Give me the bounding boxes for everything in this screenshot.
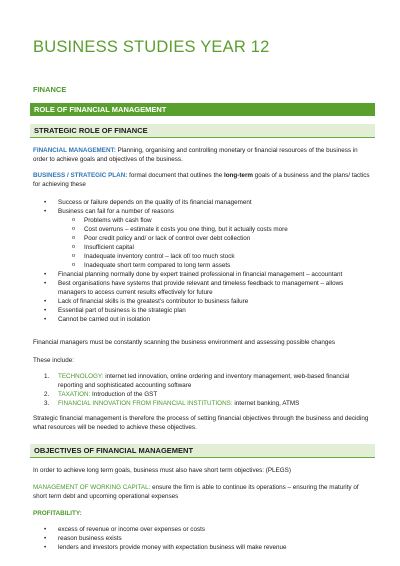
subsection-heading-objectives: OBJECTIVES OF FINANCIAL MANAGEMENT — [34, 446, 194, 455]
list-item-sub: o Inadequate inventory control – lack of/ too much stock — [44, 252, 369, 261]
term-text: goals of a business and the plans/ tactics for achieving these — [33, 172, 370, 188]
environment-numbered-list — [44, 372, 369, 408]
item-text: internet led innovation, online ordering and inventory management, web-based financial reporting and sophisticated accounting software — [58, 373, 350, 389]
list-item: • Success or failure depends on the quality of its financial management — [44, 198, 369, 207]
item-text: Introduction of the GST — [90, 391, 158, 398]
list-item — [44, 372, 369, 390]
term-text: ensure the firm is able to continue its operations – ensuring the maturity of short term debt and upcoming operational expenses — [33, 484, 359, 500]
topic-heading: FINANCE — [33, 85, 67, 94]
section-heading-role: ROLE OF FINANCIAL MANAGEMENT — [34, 105, 167, 114]
list-item: • Best organisations have systems that provide relevant and timeless feedback to management – allows managers to access current results effectively for future — [44, 279, 369, 297]
list-item: • Cannot be carried out in isolation — [44, 315, 369, 324]
list-item-sub: o Problems with cash flow — [44, 216, 369, 225]
list-item-sub: o Inadequate short term compared to long term assets — [44, 261, 369, 270]
working-capital-paragraph — [33, 483, 373, 501]
list-number: 2. — [44, 391, 50, 398]
scanning-paragraph: Financial managers must be constantly scanning the business environment and assessing possible changes — [33, 339, 336, 346]
term-label: MANAGEMENT OF WORKING CAPITAL: — [33, 484, 151, 491]
list-item — [44, 399, 369, 408]
term-label: BUSINESS / STRATEGIC PLAN: — [33, 172, 128, 179]
these-include-paragraph: These include: — [33, 357, 74, 364]
profitability-bullet-list — [44, 525, 369, 552]
order-paragraph: In order to achieve long term goals, business must also have short term objectives: (PLEGS) — [33, 467, 291, 474]
list-item-sub: o Cost overruns – estimate it costs you one thing, but it actually costs more — [44, 225, 369, 234]
strategic-paragraph: Strategic financial management is therefore the process of setting financial objectives through the business and deciding what resources will be needed to achieve these objectives. — [33, 415, 369, 431]
list-item-sub: o Insufficient capital — [44, 243, 369, 252]
list-item: • Essential part of business is the strategic plan — [44, 306, 369, 315]
term-label: FINANCIAL MANAGEMENT: — [33, 147, 116, 154]
financial-management-definition — [33, 146, 373, 164]
document-title: BUSINESS STUDIES YEAR 12 — [33, 38, 270, 56]
list-item: • Lack of financial skills is the greatest’s contributor to business failure — [44, 297, 369, 306]
profitability-heading — [33, 509, 373, 518]
term-text: formal document that outlines the — [127, 172, 224, 179]
term-text: Planning, organising and controlling monetary or financial resources of the business in order to achieve goals and objectives of the business. — [33, 147, 358, 163]
term-label: PROFITABILITY: — [33, 510, 82, 517]
section-bar-role — [30, 103, 375, 116]
list-item — [44, 390, 369, 399]
subsection-bar-strategic — [30, 124, 375, 138]
subsection-heading-strategic: STRATEGIC ROLE OF FINANCE — [34, 126, 148, 135]
item-label: TECHNOLOGY: — [58, 373, 104, 380]
term-emphasis: long-term — [223, 172, 253, 179]
business-plan-definition — [33, 171, 373, 189]
item-label: FINANCIAL INNOVATION FROM FINANCIAL INSTITUTIONS: — [58, 400, 233, 407]
list-item: • Business can fail for a number of reasons — [44, 207, 369, 216]
item-label: TAXATION: — [58, 391, 91, 398]
list-item: • lenders and investors provide money with expectation business will make revenue — [44, 543, 369, 552]
item-text: internet banking, ATMS — [232, 400, 300, 407]
list-item: • reason business exists — [44, 534, 369, 543]
list-number: 1. — [44, 373, 50, 380]
subsection-bar-objectives — [30, 444, 375, 458]
list-item: • excess of revenue or income over expenses or costs — [44, 525, 369, 534]
list-number: 3. — [44, 400, 50, 407]
list-item: • Financial planning normally done by expert trained professional in financial management – accountant — [44, 270, 369, 279]
list-item-sub: o Poor credit policy and/ or lack of control over debt collection — [44, 234, 369, 243]
role-bullet-list — [44, 198, 369, 324]
